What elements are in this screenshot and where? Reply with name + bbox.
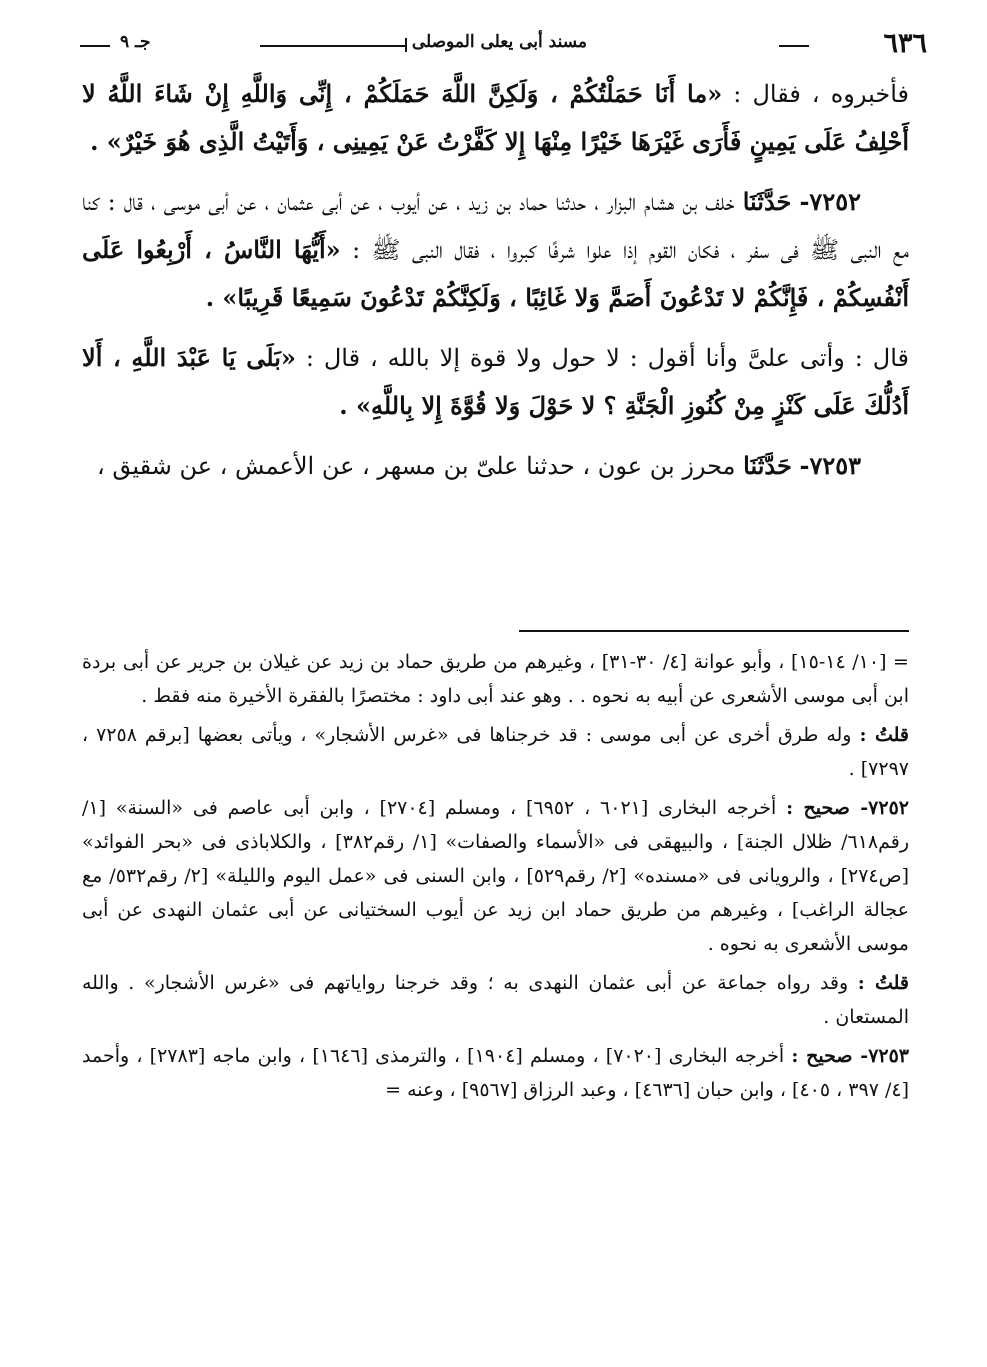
narration-text: خلف بن هشام البزار ، حدثنا حماد بن زيد ، عن أيوب ، عن أبى عثمان ، عن أبى موسى ، قال : كنا مع النبى ﷺ فى سفر ، فكان القوم إذا علوا شرفًا كبروا ، فقال النبى ﷺ : [82,188,910,264]
footnote-text: وقد رواه جماعة عن أبى عثمان النهدى به ؛ وقد خرجنا رواياتهم فى «غرس الأشجار» . والله المستعان . [82,972,909,1028]
hadith-number: ٧٢٥٣- [799,451,861,480]
book-title: مسند أبى يعلى الموصلى [411,32,587,52]
narration-text: فأخبروه ، فقال : [733,80,909,108]
hadith-number: ٧٢٥٢- [799,187,861,216]
narration-text: قال : وأتى علىَّ وأنا أقول : لا حول ولا قوة إلا بالله ، قال : [305,344,909,372]
hadith-text: «ما أَنَا حَمَلْتُكُمْ ، وَلَكِنَّ اللَّهَ حَمَلَكُمْ ، إِنِّى وَاللَّهِ إِنْ شَاءَ اللَّهُ لا أَحْلِفُ عَلَى يَمِينٍ فَأَرَى غَيْرَهَا خَيْرًا مِنْهَا إِلا كَفَّرْتُ عَنْ يَمِينِى ، وَأَتَيْتُ الَّذِى هُوَ خَيْرٌ» . [82,79,909,156]
footnote-divider [519,630,909,632]
header-rule [260,45,407,47]
header-rule [80,45,110,47]
page-number: ٦٣٦ [883,28,927,59]
footnote-label: ٧٢٥٢- صحيح : [786,797,909,819]
footnote-text: أخرجه البخارى [٧٠٢٠] ، ومسلم [١٩٠٤] ، والترمذى [١٦٤٦] ، وابن ماجه [٢٧٨٣] ، وأحمد [٤/ ٣٩٧ ، ٤٠٥] ، وابن حبان [٤٦٣٦] ، وعبد الرزاق [٩٥٦٧] ، وعنه = [82,1045,909,1101]
narration-text: محرز بن عون ، حدثنا علىّ بن مسهر ، عن الأعمش ، عن شقيق ، [96,452,736,480]
hadith-text: «أَيُّهَا النَّاسُ ، أَرْبِعُوا عَلَى أَنْفُسِكُمْ ، فَإِنَّكُمْ لا تَدْعُونَ أَصَمَّ وَلا غَائِبًا ، وَلَكِنَّكُمْ تَدْعُونَ سَمِيعًا قَرِيبًا» . [82,235,909,312]
footnote-text: أخرجه البخارى [٦٠٢١ ، ٦٩٥٢] ، ومسلم [٢٧٠٤] ، وابن أبى عاصم فى «السنة» [١/ رقم٦١٨/ ظلال الجنة] ، والبيهقى فى «الأسماء والصفات» [١/ رقم٣٨٢] ، والكلاباذى فى «بحر الفوائد» [ص٢٧٤] ، والرويانى فى «مسنده» [٢/ رقم٥٢٩] ، وابن السنى فى «عمل اليوم والليلة» [٢/ رقم٥٣٢/ مع عجالة الراغب] ، وغيرهم من طريق حماد ابن زيد عن أيوب السختيانى عن أبى عثمان النهدى عن أبى موسى الأشعرى به نحوه . [82,797,910,955]
header-rule-tick [405,38,407,52]
footnote-1 [82,645,909,713]
footnote-label: قلتُ : [859,724,909,746]
header-rule [779,45,809,47]
footnote-3 [82,791,909,961]
footnotes [82,645,909,1112]
hadith-text: «بَلَى يَا عَبْدَ اللَّهِ ، أَلا أَدُلُّكَ عَلَى كَنْزٍ مِنْ كُنُوزِ الْجَنَّةِ ؟ لا حَوْلَ وَلا قُوَّةَ إِلا بِاللَّهِ» . [82,343,909,420]
footnote-4 [82,966,909,1034]
footnote-text: = [١٠/ ١٤-١٥] ، وأبو عوانة [٤/ ٣٠-٣١] ، وغيرهم من طريق حماد بن زيد عن غيلان بن جرير عن أبى بردة ابن أبى موسى الأشعرى عن أبيه به نحوه . . وهو عند أبى داود : مختصرًا بالفقرة الأخيرة منه فقط . [82,651,909,707]
running-header [80,26,927,62]
footnote-text: وله طرق أخرى عن أبى موسى : قد خرجناها فى «غرس الأشجار» ، ويأتى بعضها [برقم ٧٢٥٨ ، ٧٢٩٧] . [82,724,909,780]
footnote-5 [82,1039,909,1107]
paragraph-hadith-7252 [82,178,909,322]
paragraph-1 [82,70,909,166]
footnote-label: ٧٢٥٣- صحيح : [791,1045,910,1067]
main-text [82,70,909,502]
volume-label: جـ ٩ [120,32,151,52]
footnote-2 [82,718,909,786]
haddathana-word: حَدَّثَنَا [743,451,792,480]
paragraph-hadith-7253 [82,442,909,490]
paragraph-3 [82,334,909,430]
footnote-label: قلتُ : [857,972,909,994]
haddathana-word: حَدَّثَنَا [742,187,792,216]
